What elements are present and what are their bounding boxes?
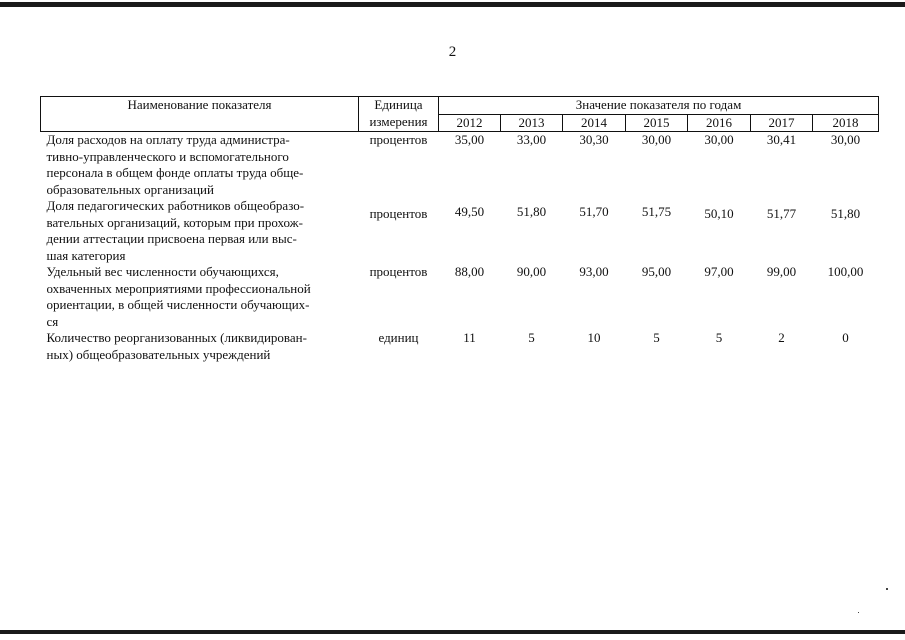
value-cell: 51,80 <box>516 204 547 219</box>
unit-cell: процентов <box>369 132 428 147</box>
value-cell: 30,00 <box>704 132 734 147</box>
table-row <box>41 132 879 199</box>
value-cell: 90,00 <box>516 264 547 279</box>
value-cell: 95,00 <box>641 264 672 279</box>
scan-speck <box>886 588 888 590</box>
header-year: 2015 <box>626 114 688 132</box>
indicator-name-cell <box>41 198 359 264</box>
value-cell: 10 <box>587 330 601 345</box>
indicator-name-line: шая категория <box>46 247 126 263</box>
unit-cell: единиц <box>378 330 419 345</box>
value-cell: 88,00 <box>454 264 485 279</box>
indicator-name-cell <box>41 132 359 199</box>
header-indicator-name: Наименование показателя <box>41 97 359 132</box>
indicator-name-line: персонала в общем фонде оплаты труда обще- <box>46 165 304 180</box>
value-cell: 30,00 <box>641 132 672 147</box>
page-number: 2 <box>448 44 457 60</box>
value-cell: 97,00 <box>704 264 734 279</box>
top-border-rule <box>0 2 905 7</box>
unit-cell: процентов <box>369 264 428 279</box>
header-year: 2016 <box>688 114 751 132</box>
table-row <box>41 264 879 330</box>
header-row-top <box>41 97 879 115</box>
indicator-name-line: Доля педагогических работников общеобразо- <box>46 198 305 213</box>
value-cell: 2 <box>778 330 785 345</box>
table-row <box>41 198 879 264</box>
indicator-name-cell <box>41 264 359 330</box>
unit-cell: процентов <box>369 206 428 221</box>
indicator-name-line: тивно-управленческого и вспомогательного <box>46 148 289 164</box>
value-cell: 5 <box>528 330 535 345</box>
value-cell: 35,00 <box>454 132 485 147</box>
value-cell: 30,00 <box>830 132 861 147</box>
value-cell: 49,50 <box>454 204 485 219</box>
value-cell: 100,00 <box>827 264 864 279</box>
value-cell: 93,00 <box>579 264 609 279</box>
header-values-by-year: Значение показателя по годам <box>439 97 879 115</box>
value-cell: 51,80 <box>830 206 861 221</box>
value-cell: 5 <box>715 330 723 345</box>
indicator-name-line: охваченных мероприятиями профессиональной <box>46 280 311 296</box>
scan-speck <box>858 612 859 613</box>
value-cell: 99,00 <box>766 264 797 279</box>
indicator-name-line: образовательных организаций <box>46 181 214 197</box>
value-cell: 51,70 <box>579 204 609 219</box>
table-row <box>41 330 879 363</box>
value-cell: 51,77 <box>766 206 797 221</box>
value-cell: 30,41 <box>766 132 797 147</box>
header-year: 2017 <box>751 114 813 132</box>
indicator-name-line: Количество реорганизованных (ликвидирован- <box>46 330 307 345</box>
indicator-name-line: вательных организаций, которым при прохож- <box>46 214 303 230</box>
indicators-table <box>40 96 879 363</box>
indicator-name-line: Удельный вес численности обучающихся, <box>46 264 279 279</box>
header-unit-line1: Единица <box>359 97 439 115</box>
value-cell: 11 <box>463 330 476 345</box>
indicator-name-line: ных) общеобразовательных учреждений <box>46 346 271 362</box>
value-cell: 51,75 <box>641 204 672 219</box>
header-year: 2013 <box>501 114 563 132</box>
value-cell: 0 <box>842 330 849 345</box>
value-cell: 50,10 <box>704 206 734 221</box>
indicator-name-cell <box>41 330 359 363</box>
value-cell: 30,30 <box>579 132 609 147</box>
bottom-border-rule <box>0 630 905 634</box>
value-cell: 5 <box>653 330 660 345</box>
indicator-name-line: Доля расходов на оплату труда администра- <box>46 132 290 147</box>
header-year: 2012 <box>439 114 501 132</box>
header-year: 2018 <box>813 114 879 132</box>
header-year: 2014 <box>563 114 626 132</box>
header-unit-line2: измерения <box>359 114 439 132</box>
indicator-name-line: дении аттестации присвоена первая или выс- <box>46 231 297 246</box>
value-cell: 33,00 <box>516 132 547 147</box>
indicator-name-line: ориентации, в общей численности обучающих- <box>46 297 310 312</box>
indicator-name-line: ся <box>46 313 59 329</box>
